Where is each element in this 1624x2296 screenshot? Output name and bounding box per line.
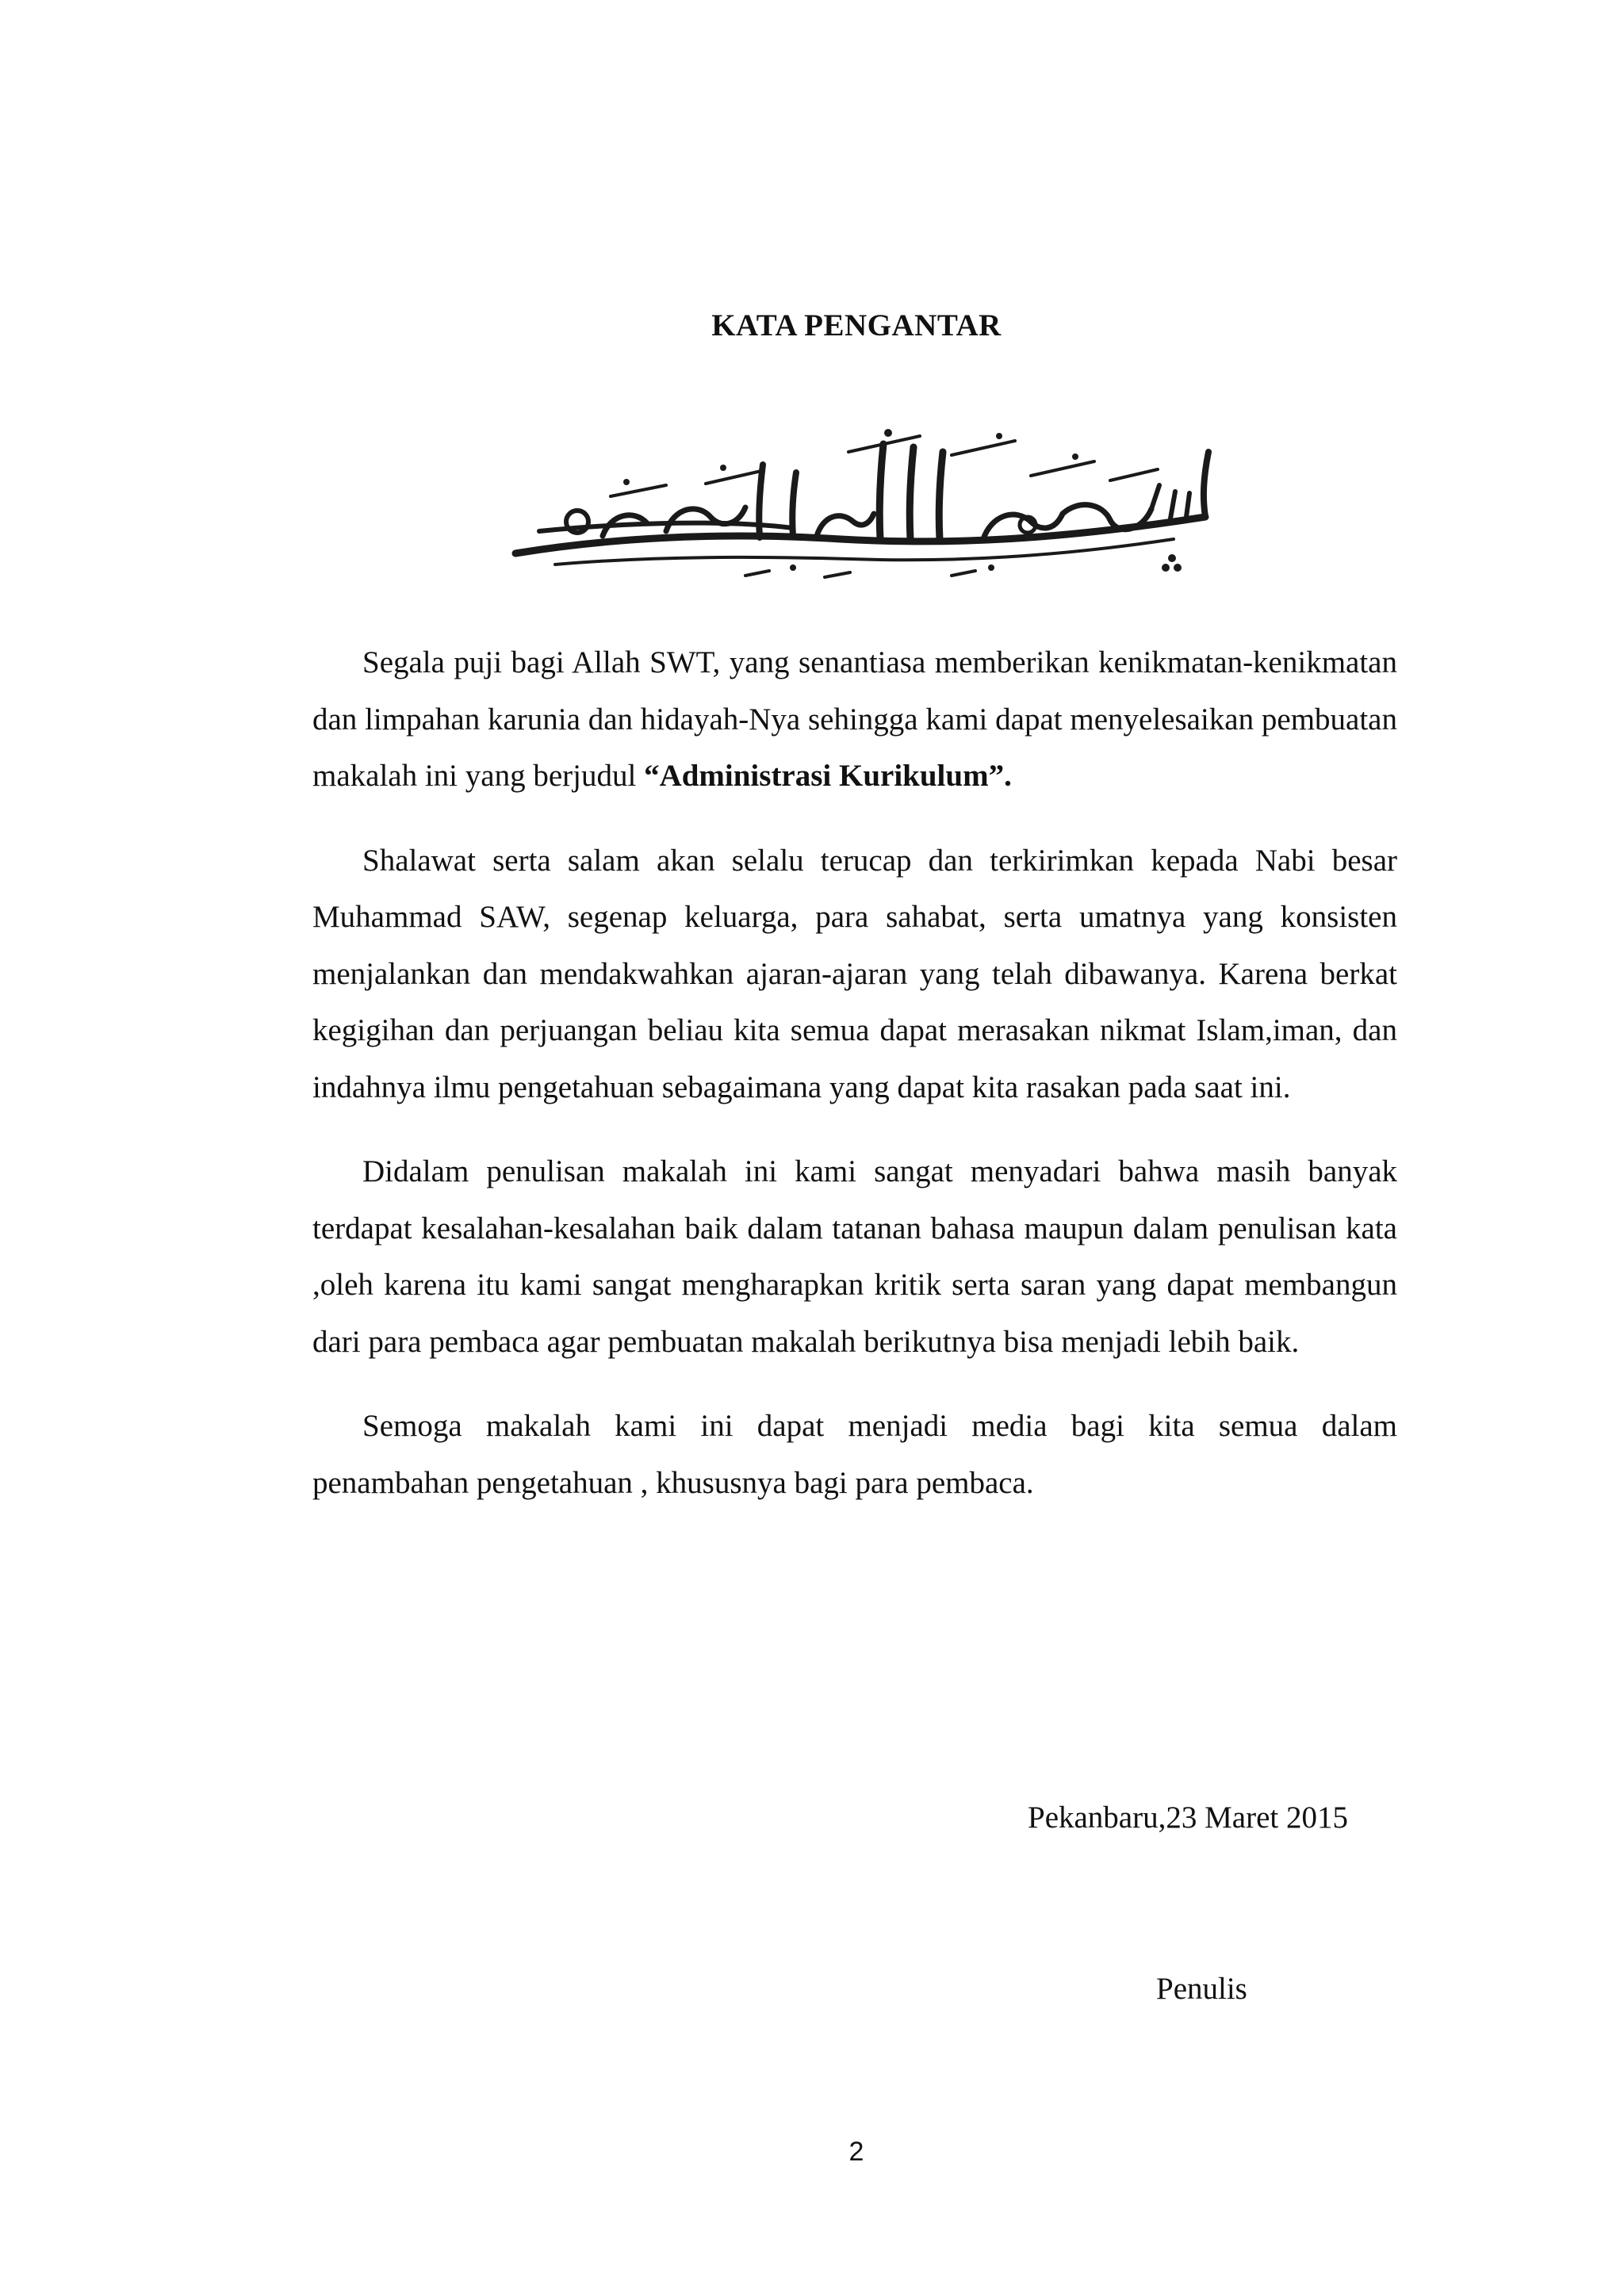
paragraph-1 (312, 634, 1397, 805)
paragraph-2 (312, 832, 1397, 1116)
page-title: KATA PENGANTAR (711, 308, 1002, 342)
paragraph-1-bold-title: “Administrasi Kurikulum”. (644, 759, 1012, 793)
body-text (312, 634, 1397, 1539)
paragraph-2-text: Shalawat serta salam akan selalu terucap dan terkirimkan kepada Nabi besar Muhammad SAW, segenap keluarga, para sahabat, serta umatnya yang konsisten menjalankan dan mendakwahkan ajaran-ajaran yang telah dibawanya. Karena berkat kegigihan dan perjuangan beliau kita semua dapat merasakan nikmat Islam,iman, dan indahnya ilmu pengetahuan sebagaimana yang dapat kita rasakan pada saat ini. (312, 843, 1397, 1104)
paragraph-4 (312, 1398, 1397, 1511)
author-signoff: Penulis (1156, 1972, 1247, 2006)
place-date: Pekanbaru,23 Maret 2015 (1028, 1800, 1348, 1835)
bismillah-calligraphy (508, 420, 1245, 579)
paragraph-3 (312, 1143, 1397, 1370)
paragraph-1-text: Segala puji bagi Allah SWT, yang senantiasa memberikan kenikmatan-kenikmatan dan limpahan karunia dan hidayah-Nya sehingga kami dapat menyelesaikan pembuatan makalah ini yang berjudul (312, 645, 1397, 793)
paragraph-4-text: Semoga makalah kami ini dapat menjadi media bagi kita semua dalam penambahan pengetahuan , khususnya bagi para pembaca. (312, 1409, 1397, 1500)
paragraph-3-text: Didalam penulisan makalah ini kami sangat menyadari bahwa masih banyak terdapat kesalahan-kesalahan baik dalam tatanan bahasa maupun dalam penulisan kata ,oleh karena itu kami sangat mengharapkan kritik serta saran yang dapat membangun dari para pembaca agar pembuatan makalah berikutnya bisa menjadi lebih baik. (312, 1154, 1397, 1359)
page-number: 2 (848, 2137, 864, 2167)
